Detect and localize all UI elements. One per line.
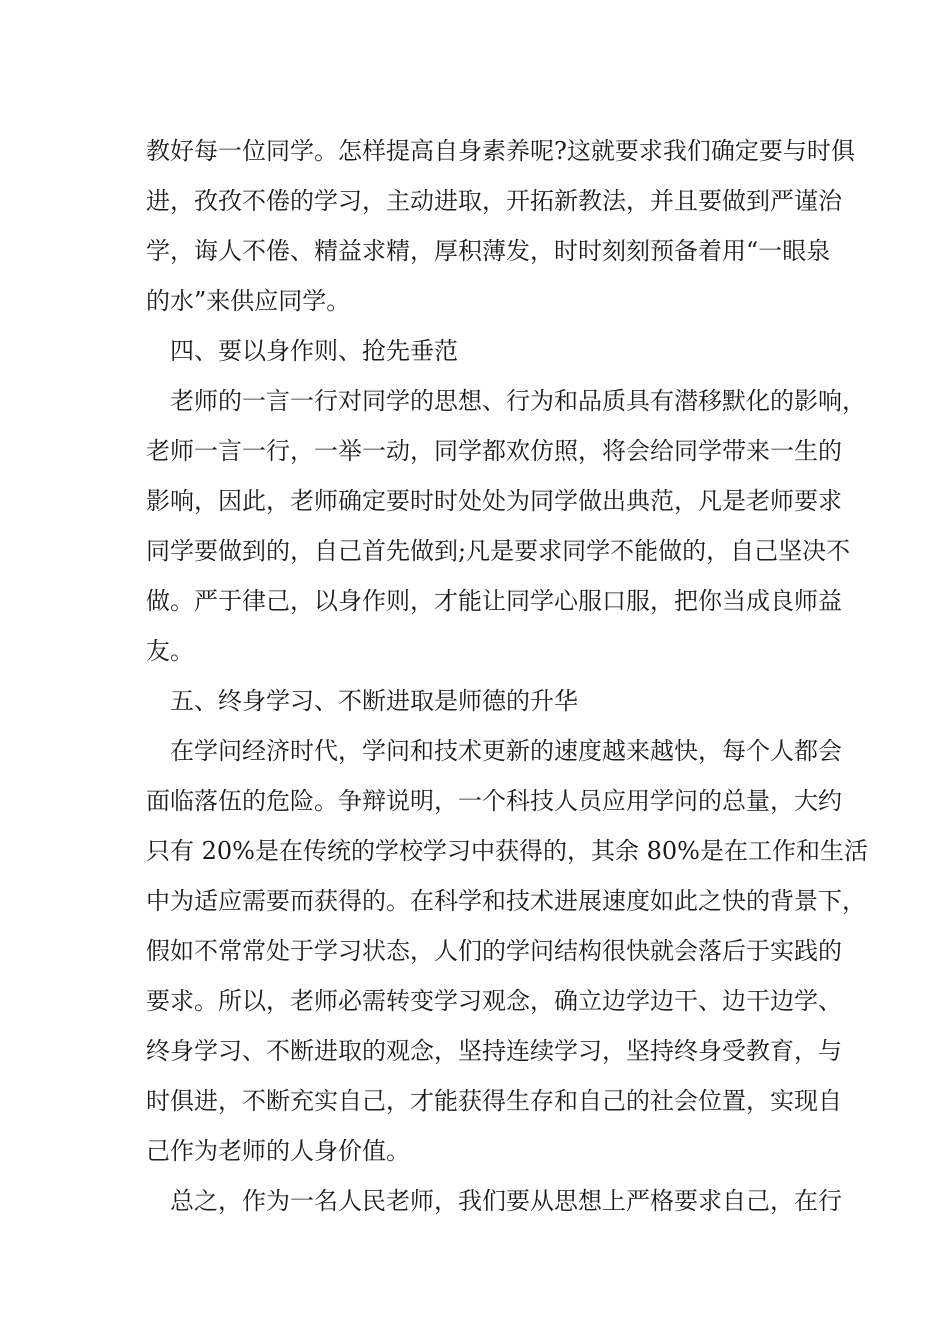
- text-line: 终身学习、不断进取的观念，坚持连续学习，坚持终身受教育，与: [146, 1037, 842, 1065]
- text-line: 要求。所以，老师必需转变学习观念，确立边学边干、边干边学、: [146, 987, 842, 1015]
- text-line: 在学问经济时代，学问和技术更新的速度越来越快，每个人都会: [170, 737, 842, 765]
- text-line: 总之，作为一名人民老师，我们要从思想上严格要求自己，在行: [170, 1187, 842, 1215]
- text-line: 同学要做到的，自己首先做到;凡是要求同学不能做的，自己坚决不: [146, 537, 851, 565]
- text-line: 友。: [146, 637, 194, 665]
- section-heading: 四、要以身作则、抢先垂范: [170, 337, 458, 365]
- text-line: 进，孜孜不倦的学习，主动进取，开拓新教法，并且要做到严谨治: [146, 187, 842, 215]
- text-line: 学，诲人不倦、精益求精，厚积薄发，时时刻刻预备着用“一眼泉: [146, 237, 831, 265]
- text-line: 假如不常常处于学习状态，人们的学问结构很快就会落后于实践的: [146, 937, 842, 965]
- text-line: 只有 20%是在传统的学校学习中获得的，其余 80%是在工作和生活: [146, 837, 868, 865]
- text-line: 己作为老师的人身价值。: [146, 1137, 410, 1165]
- text-line: 面临落伍的危险。争辩说明，一个科技人员应用学问的总量，大约: [146, 787, 842, 815]
- text-line: 老师的一言一行对同学的思想、行为和品质具有潜移默化的影响，: [170, 387, 866, 415]
- text-line: 老师一言一行，一举一动，同学都欢仿照，将会给同学带来一生的: [146, 437, 842, 465]
- text-line: 时俱进，不断充实自己，才能获得生存和自己的社会位置，实现自: [146, 1087, 842, 1115]
- text-line: 教好每一位同学。怎样提高自身素养呢?这就要求我们确定要与时俱: [146, 137, 855, 165]
- section-heading: 五、终身学习、不断进取是师德的升华: [170, 687, 578, 715]
- text-line: 的水”来供应同学。: [146, 287, 351, 315]
- text-line: 做。严于律己，以身作则，才能让同学心服口服，把你当成良师益: [146, 587, 842, 615]
- text-line: 影响，因此，老师确定要时时处处为同学做出典范，凡是老师要求: [146, 487, 842, 515]
- text-line: 中为适应需要而获得的。在科学和技术进展速度如此之快的背景下，: [146, 887, 866, 915]
